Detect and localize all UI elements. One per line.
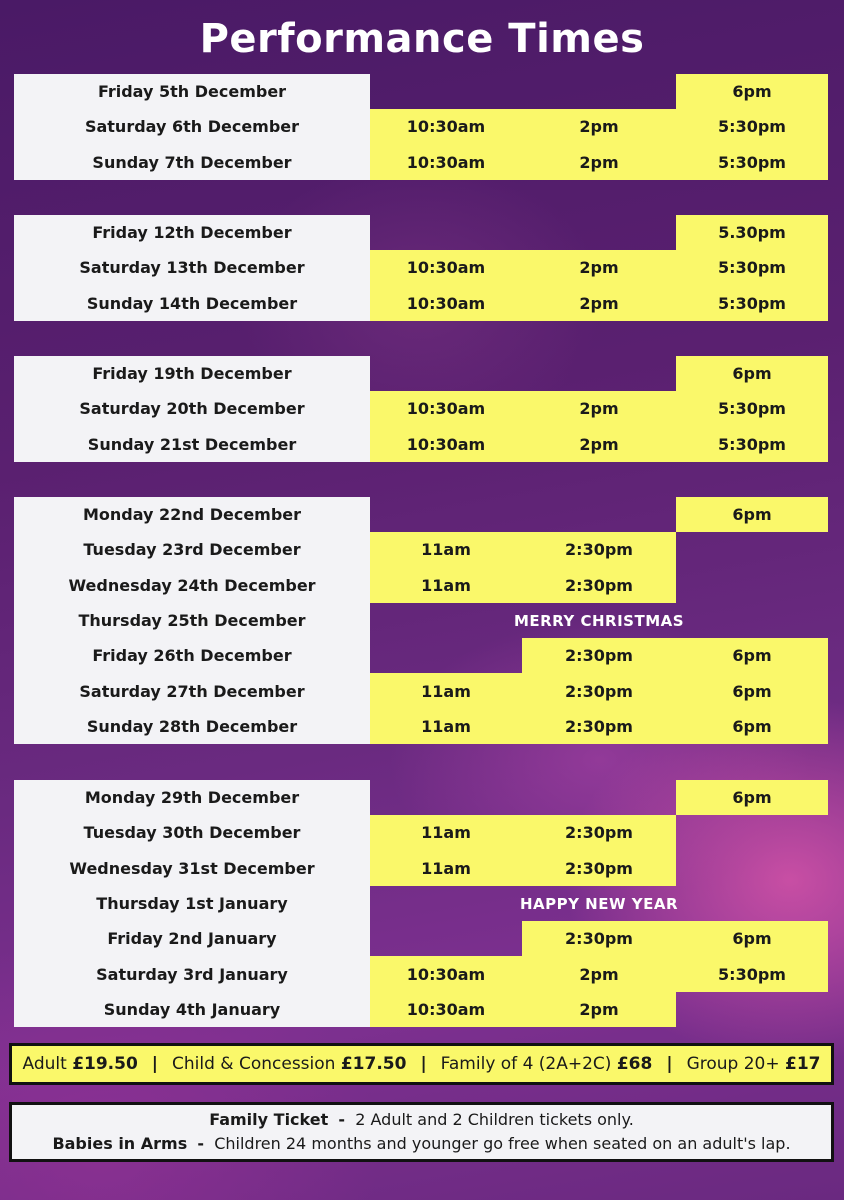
performance-time: 10:30am [370,391,522,426]
performance-time [522,356,676,391]
family-price: £68 [616,1054,653,1074]
performance-time: 2:30pm [522,532,676,567]
performance-time: 2:30pm [522,851,676,886]
child-price: £17.50 [340,1054,407,1074]
day-label: Saturday 6th December [14,109,370,144]
performance-time: 10:30am [370,956,522,991]
performance-time [370,356,522,391]
day-label: Tuesday 23rd December [14,532,370,567]
day-label: Sunday 21st December [14,427,370,462]
schedule-block [14,215,828,321]
day-label: Friday 2nd January [14,921,370,956]
schedule-row [14,673,828,708]
performance-time [370,497,522,532]
performance-time [522,215,676,250]
performance-time: 6pm [676,709,828,744]
performance-time [370,921,522,956]
performance-time: 2pm [522,250,676,285]
performance-time: 10:30am [370,427,522,462]
schedule-row [14,532,828,567]
performance-time: 2pm [522,145,676,180]
dash: - [197,1134,205,1153]
day-label: Sunday 14th December [14,286,370,321]
separator: | [666,1054,673,1074]
separator: | [420,1054,427,1074]
schedule-row [14,145,828,180]
day-label: Friday 12th December [14,215,370,250]
performance-time: 5:30pm [676,391,828,426]
performance-time: 10:30am [370,109,522,144]
performance-time: 2:30pm [522,815,676,850]
performance-time [522,497,676,532]
performance-time: 11am [370,851,522,886]
schedule-block [14,356,828,462]
schedule-row [14,286,828,321]
performance-time: 2:30pm [522,673,676,708]
family-label: Family of 4 (2A+2C) [440,1054,612,1074]
performance-time: 2:30pm [522,638,676,673]
performance-time: 2pm [522,956,676,991]
day-label: Monday 29th December [14,780,370,815]
performance-time: 2:30pm [522,921,676,956]
babies-line [52,1132,790,1156]
schedule-row [14,427,828,462]
day-label: Saturday 3rd January [14,956,370,991]
babies-label: Babies in Arms [52,1134,188,1153]
schedule-row [14,497,828,532]
performance-time: 6pm [676,921,828,956]
group-price: £17 [785,1054,821,1074]
schedule-block [14,497,828,744]
performance-time: 10:30am [370,992,522,1027]
schedule-row [14,921,828,956]
day-label: Wednesday 31st December [14,851,370,886]
performance-time: 11am [370,532,522,567]
schedule-row [14,956,828,991]
day-label: Saturday 13th December [14,250,370,285]
schedule-block [14,74,828,180]
adult-label: Adult [22,1054,67,1074]
info-box [9,1102,834,1162]
family-ticket-label: Family Ticket [209,1110,329,1129]
performance-time [370,215,522,250]
dash: - [338,1110,346,1129]
performance-time [370,74,522,109]
schedule-row [14,709,828,744]
performance-time: 5:30pm [676,956,828,991]
performance-time: 10:30am [370,145,522,180]
performance-time: 5.30pm [676,215,828,250]
schedule-row [14,568,828,603]
day-label: Thursday 25th December [14,603,370,638]
performance-time: 2pm [522,109,676,144]
day-label: Wednesday 24th December [14,568,370,603]
performance-time: 6pm [676,673,828,708]
performance-time: 11am [370,709,522,744]
performance-time: 6pm [676,780,828,815]
schedule-row [14,815,828,850]
performance-time: 5:30pm [676,427,828,462]
performance-time [370,638,522,673]
performance-time: 2pm [522,992,676,1027]
schedule-row [14,74,828,109]
day-label: Friday 26th December [14,638,370,673]
performance-time: 11am [370,673,522,708]
day-label: Saturday 20th December [14,391,370,426]
performance-time: 11am [370,568,522,603]
page-title: Performance Times [199,16,645,62]
day-label: Thursday 1st January [14,886,370,921]
schedule-row [14,851,828,886]
performance-time: 10:30am [370,286,522,321]
holiday-note: MERRY CHRISTMAS [513,611,685,630]
day-label: Sunday 7th December [14,145,370,180]
babies-text: Children 24 months and younger go free when seated on an adult's lap. [214,1134,791,1153]
price-bar [9,1043,834,1085]
day-label: Tuesday 30th December [14,815,370,850]
performance-time: 6pm [676,74,828,109]
schedule-row [14,780,828,815]
performance-time [676,568,828,603]
performance-time [522,74,676,109]
schedule-row [14,886,828,921]
schedule-row [14,109,828,144]
performance-time: 11am [370,815,522,850]
schedule-row [14,992,828,1027]
performance-time [370,780,522,815]
child-label: Child & Concession [172,1054,336,1074]
performance-time [676,532,828,567]
holiday-note: HAPPY NEW YEAR [519,894,679,913]
adult-price: £19.50 [72,1054,138,1074]
day-label: Friday 5th December [14,74,370,109]
schedule-row [14,250,828,285]
day-label: Saturday 27th December [14,673,370,708]
performance-time [676,815,828,850]
schedule-row [14,638,828,673]
family-ticket-line [209,1108,634,1132]
performance-time: 2pm [522,286,676,321]
performance-time: 6pm [676,356,828,391]
performance-time: 2:30pm [522,568,676,603]
performance-time: 5:30pm [676,109,828,144]
family-ticket-text: 2 Adult and 2 Children tickets only. [355,1110,634,1129]
performance-time: 2:30pm [522,709,676,744]
schedule-row [14,391,828,426]
performance-time: 5:30pm [676,145,828,180]
performance-time: 2pm [522,391,676,426]
group-label: Group 20+ [686,1054,780,1074]
performance-time: 5:30pm [676,286,828,321]
performance-time: 5:30pm [676,250,828,285]
performance-time: 6pm [676,497,828,532]
performance-time: 2pm [522,427,676,462]
performance-time: 10:30am [370,250,522,285]
schedule-row [14,215,828,250]
separator: | [151,1054,159,1074]
schedule-row [14,603,828,638]
day-label: Monday 22nd December [14,497,370,532]
schedule-row [14,356,828,391]
performance-time [522,780,676,815]
schedule-block [14,780,828,1027]
performance-time [676,992,828,1027]
performance-time [676,851,828,886]
day-label: Friday 19th December [14,356,370,391]
performance-time: 6pm [676,638,828,673]
day-label: Sunday 28th December [14,709,370,744]
day-label: Sunday 4th January [14,992,370,1027]
